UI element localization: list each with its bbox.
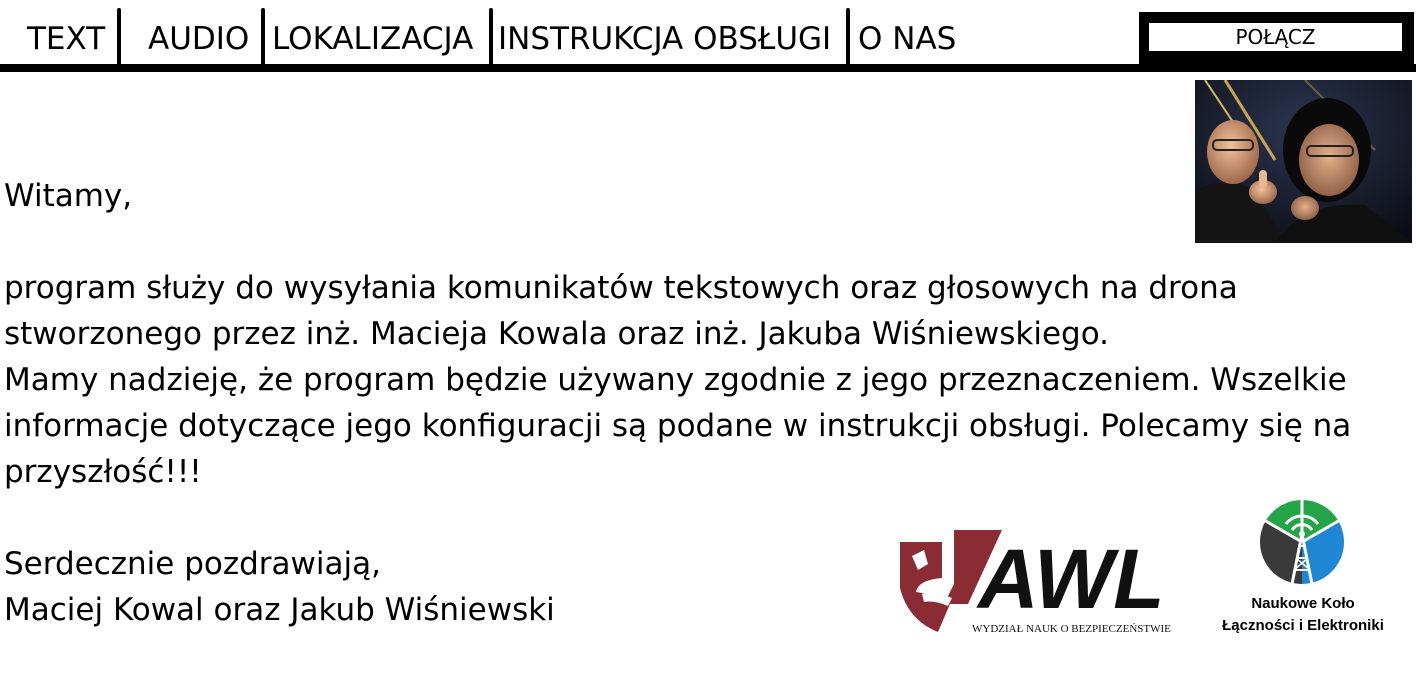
nk-line-1: Naukowe Koło [1251,595,1355,612]
tab-separator [261,8,265,66]
awl-letters: AWL [978,532,1165,626]
nk-line-2: Łączności i Elektroniki [1222,617,1384,634]
nav-divider [0,64,1416,72]
tab-o-nas[interactable]: O NAS [858,21,957,57]
tab-separator [846,8,850,66]
tab-separator [117,8,121,66]
greeting-text: Witamy, [4,178,133,214]
paragraph-line: informacje dotyczące jego konfiguracji są podane w instrukcji obsługi. Polecamy się na [4,408,1352,444]
closing-text: Serdecznie pozdrawiają, [4,546,381,582]
signature-text: Maciej Kowal oraz Jakub Wiśniewski [4,592,555,628]
tab-text[interactable]: TEXT [27,21,106,57]
awl-logo [898,528,1188,636]
tab-audio[interactable]: AUDIO [148,21,250,57]
paragraph-line: stworzonego przez inż. Macieja Kowala oraz inż. Jakuba Wiśniewskiego. [4,316,1110,352]
tab-lokalizacja[interactable]: LOKALIZACJA [272,21,474,57]
connect-button-frame [1139,12,1414,64]
connect-button[interactable]: POŁĄCZ [1149,23,1402,51]
tab-separator [489,8,493,66]
tab-instrukcja-obslugi[interactable]: INSTRUKCJA OBSŁUGI [498,21,832,57]
nk-logo [1220,498,1386,638]
team-photo [1195,80,1412,243]
paragraph-line: przyszłość!!! [4,454,202,490]
paragraph-line: Mamy nadzieję, że program będzie używany zgodnie z jego przeznaczeniem. Wszelkie [4,362,1347,398]
top-navigation [0,0,1416,74]
paragraph-line: program służy do wysyłania komunikatów tekstowych oraz głosowych na drona [4,270,1238,306]
awl-subtitle: WYDZIAŁ NAUK O BEZPIECZEŃSTWIE [972,623,1171,635]
